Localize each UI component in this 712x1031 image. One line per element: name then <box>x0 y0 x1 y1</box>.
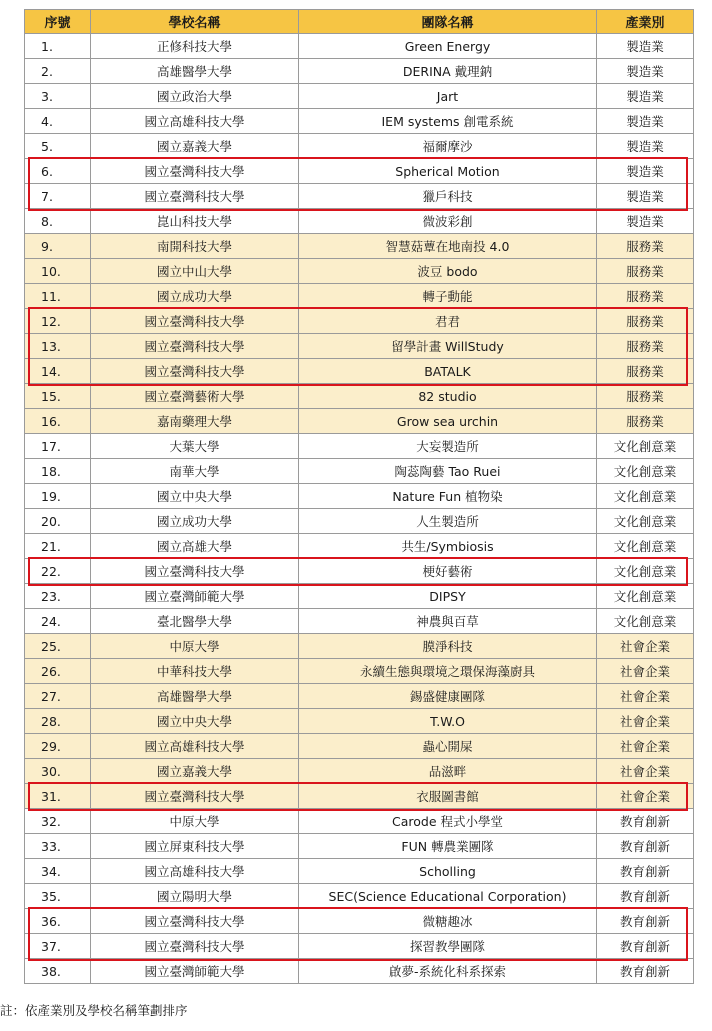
row-number: 11. <box>25 284 91 309</box>
industry: 教育創新 <box>597 884 694 909</box>
row-number: 7. <box>25 184 91 209</box>
team-name: 人生製造所 <box>299 509 597 534</box>
team-name: 探習教學團隊 <box>299 934 597 959</box>
industry: 文化創意業 <box>597 609 694 634</box>
table-row <box>25 34 694 59</box>
industry: 社會企業 <box>597 634 694 659</box>
industry: 製造業 <box>597 184 694 209</box>
school-name: 國立臺灣科技大學 <box>91 784 299 809</box>
row-number: 25. <box>25 634 91 659</box>
school-name: 國立成功大學 <box>91 284 299 309</box>
table-row <box>25 134 694 159</box>
industry: 文化創意業 <box>597 509 694 534</box>
team-name: T.W.O <box>299 709 597 734</box>
table-row <box>25 934 694 959</box>
school-name: 高雄醫學大學 <box>91 684 299 709</box>
row-number: 29. <box>25 734 91 759</box>
row-number: 31. <box>25 784 91 809</box>
table-row <box>25 734 694 759</box>
table-row <box>25 434 694 459</box>
table-row <box>25 259 694 284</box>
industry: 服務業 <box>597 409 694 434</box>
school-name: 國立臺灣科技大學 <box>91 909 299 934</box>
row-number: 15. <box>25 384 91 409</box>
table-row <box>25 959 694 984</box>
row-number: 21. <box>25 534 91 559</box>
team-name: 波豆 bodo <box>299 259 597 284</box>
table-row <box>25 884 694 909</box>
school-name: 正修科技大學 <box>91 34 299 59</box>
team-name: 獵戶科技 <box>299 184 597 209</box>
row-number: 14. <box>25 359 91 384</box>
school-name: 國立臺灣科技大學 <box>91 184 299 209</box>
team-name: 陶蕊陶藝 Tao Ruei <box>299 459 597 484</box>
table-row <box>25 534 694 559</box>
industry: 服務業 <box>597 384 694 409</box>
school-name: 國立臺灣師範大學 <box>91 959 299 984</box>
team-name: DIPSY <box>299 584 597 609</box>
row-number: 19. <box>25 484 91 509</box>
industry: 社會企業 <box>597 659 694 684</box>
table-row <box>25 909 694 934</box>
table-row <box>25 634 694 659</box>
table-row <box>25 784 694 809</box>
school-name: 國立臺灣科技大學 <box>91 359 299 384</box>
school-name: 國立嘉義大學 <box>91 759 299 784</box>
table-row <box>25 709 694 734</box>
team-name: BATALK <box>299 359 597 384</box>
school-name: 國立高雄大學 <box>91 534 299 559</box>
header-team: 團隊名稱 <box>299 10 597 34</box>
team-name: SEC(Science Educational Corporation) <box>299 884 597 909</box>
team-name: 智慧菇蕈在地南投 4.0 <box>299 234 597 259</box>
team-name: 膜淨科技 <box>299 634 597 659</box>
table-row <box>25 234 694 259</box>
table-row <box>25 384 694 409</box>
industry: 社會企業 <box>597 684 694 709</box>
footnote: 註：依產業別及學校名稱筆劃排序 <box>0 1003 188 1018</box>
industry: 製造業 <box>597 34 694 59</box>
table-row <box>25 659 694 684</box>
table-row <box>25 759 694 784</box>
table-row <box>25 809 694 834</box>
row-number: 36. <box>25 909 91 934</box>
table-row <box>25 284 694 309</box>
team-name: Scholling <box>299 859 597 884</box>
table-row <box>25 834 694 859</box>
team-name: 永續生態與環境之環保海藻廚具 <box>299 659 597 684</box>
industry: 服務業 <box>597 334 694 359</box>
industry: 文化創意業 <box>597 484 694 509</box>
school-name: 國立中央大學 <box>91 709 299 734</box>
industry: 教育創新 <box>597 809 694 834</box>
table-row <box>25 59 694 84</box>
school-name: 國立臺灣科技大學 <box>91 159 299 184</box>
industry: 社會企業 <box>597 709 694 734</box>
industry: 社會企業 <box>597 784 694 809</box>
row-number: 13. <box>25 334 91 359</box>
row-number: 27. <box>25 684 91 709</box>
industry: 教育創新 <box>597 934 694 959</box>
row-number: 5. <box>25 134 91 159</box>
industry: 教育創新 <box>597 909 694 934</box>
industry: 服務業 <box>597 309 694 334</box>
row-number: 23. <box>25 584 91 609</box>
school-name: 國立臺灣科技大學 <box>91 559 299 584</box>
team-name: Grow sea urchin <box>299 409 597 434</box>
row-number: 1. <box>25 34 91 59</box>
school-name: 南開科技大學 <box>91 234 299 259</box>
row-number: 12. <box>25 309 91 334</box>
team-name: Green Energy <box>299 34 597 59</box>
industry: 服務業 <box>597 359 694 384</box>
team-name: 品滋畔 <box>299 759 597 784</box>
table-row <box>25 409 694 434</box>
industry: 文化創意業 <box>597 559 694 584</box>
team-name: IEM systems 創電系統 <box>299 109 597 134</box>
row-number: 2. <box>25 59 91 84</box>
team-name: 福爾摩沙 <box>299 134 597 159</box>
row-number: 4. <box>25 109 91 134</box>
row-number: 20. <box>25 509 91 534</box>
row-number: 35. <box>25 884 91 909</box>
row-number: 17. <box>25 434 91 459</box>
school-name: 崑山科技大學 <box>91 209 299 234</box>
school-name: 國立高雄科技大學 <box>91 109 299 134</box>
industry: 文化創意業 <box>597 434 694 459</box>
school-name: 國立成功大學 <box>91 509 299 534</box>
header-row <box>25 10 694 34</box>
team-name: DERINA 戴理鈉 <box>299 59 597 84</box>
table-row <box>25 359 694 384</box>
school-name: 國立高雄科技大學 <box>91 734 299 759</box>
row-number: 34. <box>25 859 91 884</box>
industry: 文化創意業 <box>597 584 694 609</box>
team-name: 大妄製造所 <box>299 434 597 459</box>
team-name: 微波彩創 <box>299 209 597 234</box>
team-name: Carode 程式小學堂 <box>299 809 597 834</box>
industry: 製造業 <box>597 134 694 159</box>
table-body <box>25 34 694 984</box>
school-name: 國立臺灣科技大學 <box>91 309 299 334</box>
row-number: 8. <box>25 209 91 234</box>
school-name: 中原大學 <box>91 634 299 659</box>
school-name: 國立臺灣師範大學 <box>91 584 299 609</box>
school-name: 國立高雄科技大學 <box>91 859 299 884</box>
header-school: 學校名稱 <box>91 10 299 34</box>
school-name: 中華科技大學 <box>91 659 299 684</box>
team-name: 梗好藝術 <box>299 559 597 584</box>
table-row <box>25 459 694 484</box>
row-number: 28. <box>25 709 91 734</box>
table-row <box>25 209 694 234</box>
school-name: 國立臺灣科技大學 <box>91 334 299 359</box>
row-number: 32. <box>25 809 91 834</box>
industry: 教育創新 <box>597 959 694 984</box>
table-row <box>25 584 694 609</box>
team-name: 衣服圖書館 <box>299 784 597 809</box>
school-name: 國立臺灣科技大學 <box>91 934 299 959</box>
table-row <box>25 484 694 509</box>
industry: 製造業 <box>597 159 694 184</box>
row-number: 38. <box>25 959 91 984</box>
team-name: 錫盛健康團隊 <box>299 684 597 709</box>
industry: 製造業 <box>597 59 694 84</box>
industry: 服務業 <box>597 284 694 309</box>
team-name: 啟夢-系統化科系探索 <box>299 959 597 984</box>
school-name: 高雄醫學大學 <box>91 59 299 84</box>
row-number: 26. <box>25 659 91 684</box>
row-number: 30. <box>25 759 91 784</box>
school-name: 中原大學 <box>91 809 299 834</box>
school-name: 國立臺灣藝術大學 <box>91 384 299 409</box>
row-number: 33. <box>25 834 91 859</box>
row-number: 10. <box>25 259 91 284</box>
industry: 製造業 <box>597 84 694 109</box>
school-name: 國立陽明大學 <box>91 884 299 909</box>
school-name: 南華大學 <box>91 459 299 484</box>
table-row <box>25 84 694 109</box>
industry: 教育創新 <box>597 834 694 859</box>
table-row <box>25 684 694 709</box>
industry: 教育創新 <box>597 859 694 884</box>
row-number: 37. <box>25 934 91 959</box>
table-row <box>25 334 694 359</box>
school-name: 大葉大學 <box>91 434 299 459</box>
school-name: 國立嘉義大學 <box>91 134 299 159</box>
team-name: FUN 轉農業團隊 <box>299 834 597 859</box>
school-name: 嘉南藥理大學 <box>91 409 299 434</box>
industry: 社會企業 <box>597 759 694 784</box>
table-row <box>25 184 694 209</box>
team-name: 君君 <box>299 309 597 334</box>
team-name: 轉子動能 <box>299 284 597 309</box>
table-row <box>25 159 694 184</box>
school-name: 國立中央大學 <box>91 484 299 509</box>
industry: 製造業 <box>597 109 694 134</box>
team-name: 微糖趣冰 <box>299 909 597 934</box>
row-number: 24. <box>25 609 91 634</box>
school-name: 國立政治大學 <box>91 84 299 109</box>
industry: 文化創意業 <box>597 534 694 559</box>
school-name: 國立屏東科技大學 <box>91 834 299 859</box>
row-number: 16. <box>25 409 91 434</box>
industry: 服務業 <box>597 234 694 259</box>
team-name: Spherical Motion <box>299 159 597 184</box>
team-name: 留學計畫 WillStudy <box>299 334 597 359</box>
school-name: 臺北醫學大學 <box>91 609 299 634</box>
team-name: Jart <box>299 84 597 109</box>
table-row <box>25 109 694 134</box>
row-number: 3. <box>25 84 91 109</box>
team-name: 82 studio <box>299 384 597 409</box>
row-number: 22. <box>25 559 91 584</box>
header-no: 序號 <box>25 10 91 34</box>
school-name: 國立中山大學 <box>91 259 299 284</box>
table-row <box>25 559 694 584</box>
table-row <box>25 309 694 334</box>
table-row <box>25 609 694 634</box>
table-row <box>25 509 694 534</box>
header-industry: 產業別 <box>597 10 694 34</box>
industry: 製造業 <box>597 209 694 234</box>
industry: 社會企業 <box>597 734 694 759</box>
industry: 服務業 <box>597 259 694 284</box>
industry: 文化創意業 <box>597 459 694 484</box>
row-number: 18. <box>25 459 91 484</box>
team-name: 神農與百草 <box>299 609 597 634</box>
row-number: 6. <box>25 159 91 184</box>
team-name: Nature Fun 植物染 <box>299 484 597 509</box>
team-name: 蟲心開屎 <box>299 734 597 759</box>
table-row <box>25 859 694 884</box>
row-number: 9. <box>25 234 91 259</box>
team-name: 共生/Symbiosis <box>299 534 597 559</box>
team-list-table <box>24 9 694 984</box>
